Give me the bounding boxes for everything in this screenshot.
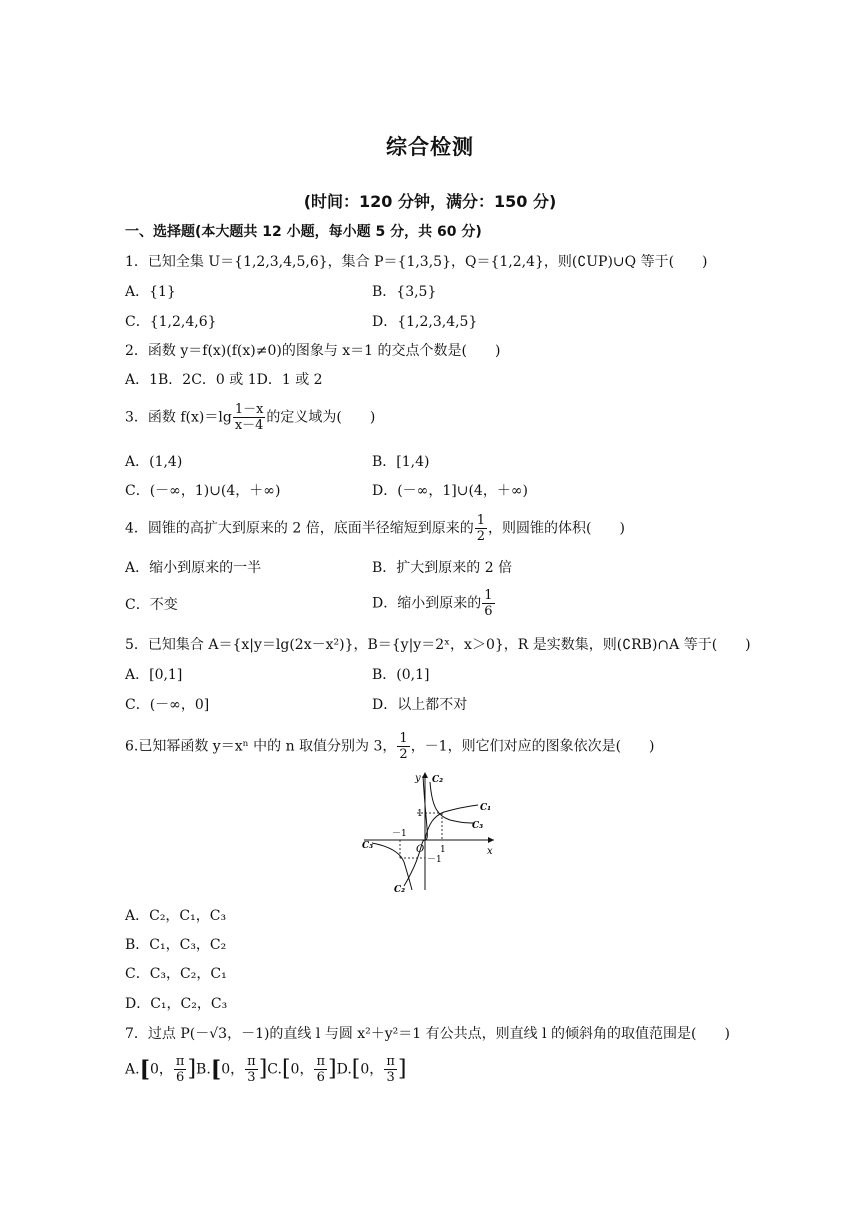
- q3-option-c: C．(－∞，1)∪(4，＋∞): [125, 483, 281, 499]
- q1-option-a: A．{1}: [125, 284, 176, 300]
- q7-b-open-bracket: [: [210, 1056, 222, 1083]
- q7-b-close-bracket: ]: [258, 1056, 268, 1082]
- q1-option-b: B．{3,5}: [372, 284, 437, 300]
- q4-d-numerator: 1: [484, 588, 493, 603]
- q7-option-d-label: D.: [336, 1061, 352, 1078]
- q5-option-b: B．(0,1]: [372, 667, 430, 683]
- q1-option-c: C．{1,2,4,6}: [125, 314, 217, 330]
- q7-b-fraction: [245, 1054, 258, 1085]
- q4-d-denominator: 6: [484, 604, 493, 619]
- q7-b-pi: π: [247, 1054, 256, 1069]
- q7-d-open-bracket: [: [351, 1056, 361, 1082]
- question-3: [125, 402, 375, 433]
- q7-d-pi: π: [386, 1054, 395, 1069]
- q4-option-c: C．不变: [125, 597, 178, 613]
- q4-denominator: 2: [476, 529, 485, 544]
- q5-option-c: C．(－∞，0]: [125, 697, 210, 713]
- q7-a-open-bracket: [: [139, 1056, 150, 1083]
- q7-c-fraction: [314, 1054, 327, 1085]
- q6-option-a: A．C₂，C₁，C₃: [125, 908, 227, 924]
- x-tick-neg-one: －1: [392, 829, 407, 839]
- y-tick-neg-one: －1: [427, 855, 442, 865]
- q7-c-open-bracket: [: [281, 1056, 291, 1082]
- q4-fraction: [475, 513, 487, 544]
- q4-option-b: B．扩大到原来的 2 倍: [372, 560, 513, 576]
- q3-option-a: A．(1,4): [125, 454, 183, 470]
- q6-option-c: C．C₃，C₂，C₁: [125, 966, 227, 982]
- q6-numerator: 1: [399, 731, 408, 746]
- q5-option-d: D．以上都不对: [372, 697, 468, 713]
- q7-b-zero: 0，: [221, 1061, 245, 1078]
- q7-c-close-bracket: ]: [328, 1056, 337, 1082]
- q7-a-zero: 0，: [149, 1061, 173, 1078]
- q3-option-d: D．(－∞，1]∪(4，＋∞): [372, 483, 528, 499]
- curve-c2: [404, 776, 427, 886]
- q7-c-zero: 0，: [290, 1061, 314, 1078]
- y-label: y: [415, 773, 421, 784]
- q1-option-d: D．{1,2,3,4,5}: [372, 314, 478, 330]
- q4-numerator: 1: [476, 513, 485, 528]
- q4-option-d-fraction: [482, 588, 494, 619]
- q4-stem-pre: 4．圆锥的高扩大到原来的 2 倍，底面半径缩短到原来的: [125, 520, 474, 537]
- q3-denominator: x－4: [234, 418, 264, 433]
- question-6: [125, 731, 655, 762]
- c1-label: C₁: [480, 803, 492, 813]
- power-function-graph: [360, 768, 500, 898]
- q6-option-d: D．C₁，C₂，C₃: [125, 996, 228, 1012]
- q2-options: A．1B．2C．0 或 1D．1 或 2: [125, 372, 323, 388]
- q3-stem-pre: 3．函数 f(x)＝lg: [125, 409, 232, 426]
- q7-d-three: 3: [386, 1070, 395, 1085]
- c2-top-label: C₂: [432, 775, 444, 785]
- x-axis-arrow-icon: [488, 837, 494, 843]
- q7-option-c-label: C.: [267, 1061, 282, 1078]
- q4-option-d: [372, 588, 496, 619]
- q7-d-fraction: [384, 1054, 397, 1085]
- question-2: 2．函数 y＝f(x)(f(x)≠0)的图象与 x＝1 的交点个数是( ): [125, 343, 501, 359]
- y-tick-one: 1: [417, 809, 423, 819]
- q7-c-six: 6: [316, 1070, 325, 1085]
- c2-bottom-label: C₂: [394, 885, 406, 895]
- q7-option-a-label: A.: [125, 1061, 140, 1078]
- q7-a-six: 6: [176, 1070, 185, 1085]
- q7-c-pi: π: [316, 1054, 326, 1069]
- x-label: x: [487, 846, 493, 857]
- question-1: 1．已知全集 U＝{1,2,3,4,5,6}，集合 P＝{1,3,5}，Q＝{1,2,4}，则(∁UP)∪Q 等于( ): [125, 254, 708, 270]
- question-5: 5．已知集合 A＝{x|y＝lg(2x－x²)}，B＝{y|y＝2ˣ，x＞0}，R 是实数集，则(∁RB)∩A 等于( ): [125, 637, 751, 653]
- q4-stem-post: ，则圆锥的体积( ): [488, 520, 625, 537]
- exam-info: (时间：120 分钟，满分：150 分): [303, 192, 557, 211]
- q7-a-close-bracket: ]: [187, 1056, 197, 1082]
- page-title: 综合检测: [386, 135, 474, 159]
- section-heading: 一、选择题(本大题共 12 小题，每小题 5 分，共 60 分): [125, 224, 482, 240]
- origin-label: O: [416, 844, 425, 855]
- q7-a-fraction: [174, 1054, 187, 1085]
- question-4: [125, 513, 625, 544]
- q3-option-b: B．[1,4): [372, 454, 430, 470]
- q7-a-pi: π: [175, 1054, 185, 1069]
- q4-option-a: A．缩小到原来的一半: [125, 560, 262, 576]
- c3-right-label: C₃: [472, 821, 484, 831]
- x-tick-one: 1: [440, 845, 446, 855]
- q5-option-a: A．[0,1]: [125, 667, 183, 683]
- q7-d-zero: 0，: [360, 1061, 384, 1078]
- q6-stem-post: ，－1，则它们对应的图象依次是( ): [410, 738, 655, 755]
- q6-denominator: 2: [399, 747, 408, 762]
- q3-numerator: 1－x: [234, 402, 264, 417]
- q6-option-b: B．C₁，C₃，C₂: [125, 937, 227, 953]
- q6-fraction: [397, 731, 409, 762]
- q6-stem-pre: 6.已知幂函数 y＝xⁿ 中的 n 取值分别为 3，: [125, 738, 397, 755]
- q7-options: [125, 1054, 406, 1085]
- question-7: 7．过点 P(－√3，－1)的直线 l 与圆 x²＋y²＝1 有公共点，则直线 l 的倾斜角的取值范围是( ): [125, 1026, 730, 1042]
- q3-stem-post: 的定义域为( ): [266, 409, 376, 426]
- q4-option-d-text: D．缩小到原来的: [372, 595, 482, 612]
- q7-d-close-bracket: ]: [397, 1056, 407, 1082]
- c3-left-label: C₃: [362, 841, 374, 851]
- q7-b-three: 3: [247, 1070, 256, 1085]
- q7-option-b-label: B.: [196, 1061, 211, 1078]
- q3-fraction: [233, 402, 266, 433]
